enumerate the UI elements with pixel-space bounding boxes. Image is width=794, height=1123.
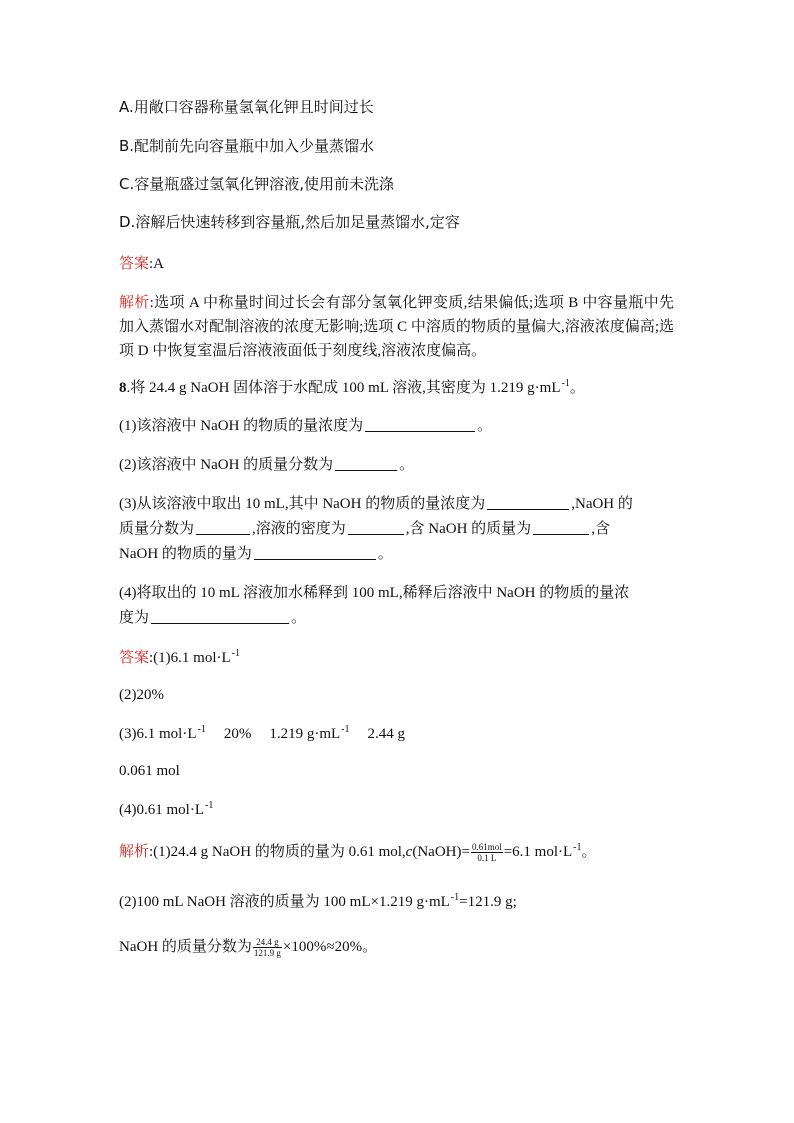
- analysis-8-text-e: (2)100 mL NaOH 溶液的质量为 100 mL×1.219 g·mL: [119, 894, 450, 910]
- analysis-8-text-h: ×100%≈20%。: [282, 938, 378, 955]
- analysis-8-line-1: [119, 842, 597, 863]
- part-2-text: (2)该溶液中 NaOH 的质量分数为: [119, 457, 334, 473]
- concentration-symbol: c: [405, 844, 413, 860]
- analysis-8-text-b: (NaOH)=: [412, 844, 470, 860]
- answer-blank[interactable]: [196, 520, 250, 535]
- question-stem: .将 24.4 g NaOH 固体溶于水配成 100 mL 溶液,其密度为 1.219 g·mL: [126, 380, 561, 396]
- analysis-7: [119, 290, 674, 363]
- answer-label: 答案: [119, 648, 150, 666]
- analysis-8-text-a: :(1)24.4 g NaOH 的物质的量为 0.61 mol,: [149, 844, 406, 860]
- part-3-text-b: ,NaOH 的: [571, 496, 633, 512]
- part-3-text-d: ,溶液的密度为: [252, 521, 346, 537]
- question-8-stem: [119, 378, 585, 397]
- fraction-denominator: 121.9 g: [253, 948, 281, 958]
- part-1-text: (1)该溶液中 NaOH 的物质的量浓度为: [119, 418, 364, 434]
- answer-blank[interactable]: [151, 609, 289, 624]
- part-3-text-g: NaOH 的物质的量为: [119, 546, 252, 562]
- part-1-end: 。: [477, 418, 493, 434]
- fraction-numerator: 0.61mol: [471, 842, 502, 853]
- answer-3-concentration: (3)6.1 mol·L: [119, 726, 197, 742]
- answer-8-line-3: [119, 724, 405, 743]
- answer-3-mass: 2.44 g: [367, 726, 405, 742]
- question-8-part-2: [119, 456, 414, 474]
- part-3-text-c: 质量分数为: [119, 521, 195, 537]
- fraction-denominator: 0.1 L: [477, 853, 497, 864]
- question-8-part-3-line-1: [119, 495, 633, 513]
- unit-superscript: -1: [450, 892, 460, 903]
- analysis-8-text-d: =6.1 mol·L: [503, 844, 573, 860]
- analysis-text: :选项 A 中称量时间过长会有部分氢氧化钾变质,结果偏低;选项 B 中容量瓶中先加入蒸馏水对配制溶液的浓度无影响;选项 C 中溶质的物质的量偏大,溶液浓度偏高;选项 D 中恢复室温后溶液液面低于刻度线,溶液浓度偏高。: [119, 295, 674, 359]
- question-8-part-3-line-3: [119, 545, 393, 563]
- unit-superscript: -1: [204, 800, 214, 811]
- answer-3-moles: 0.061 mol: [119, 763, 180, 779]
- answer-blank[interactable]: [335, 456, 397, 471]
- answer-blank[interactable]: [487, 495, 569, 510]
- part-2-end: 。: [399, 457, 415, 473]
- answer-8-line-4: [119, 762, 180, 780]
- answer-value: :A: [149, 256, 165, 272]
- part-4-text-b: 度为: [119, 610, 150, 626]
- answer-2: (2)20%: [119, 687, 164, 703]
- unit-superscript: -1: [197, 724, 206, 735]
- answer-8-line-2: [119, 686, 164, 704]
- answer-3-mass-fraction: 20%: [223, 726, 252, 742]
- unit-superscript: -1: [561, 378, 570, 389]
- question-number: 8: [119, 380, 127, 396]
- part-3-text-f: ,含: [591, 521, 610, 537]
- part-4-text-a: (4)将取出的 10 mL 溶液加水稀释到 100 mL,稀释后溶液中 NaOH 的物质的量浓: [119, 585, 630, 601]
- analysis-label: 解析: [119, 293, 150, 311]
- fraction-mass-fraction: [253, 937, 282, 958]
- question-stem-end: 。: [569, 380, 585, 396]
- part-3-text-a: (3)从该溶液中取出 10 mL,其中 NaOH 的物质的量浓度为: [119, 496, 486, 512]
- analysis-8-text-f: =121.9 g;: [459, 894, 517, 910]
- answer-7: [119, 254, 164, 273]
- answer-1: :(1)6.1 mol·L: [149, 650, 231, 666]
- answer-blank[interactable]: [365, 417, 475, 432]
- unit-superscript: -1: [341, 724, 350, 735]
- unit-superscript: -1: [573, 842, 582, 853]
- answer-blank[interactable]: [533, 520, 589, 535]
- answer-blank[interactable]: [254, 545, 376, 560]
- answer-4: (4)0.61 mol·L: [119, 802, 204, 818]
- question-8-part-1: [119, 417, 492, 435]
- analysis-8-text-g: NaOH 的质量分数为: [119, 938, 252, 955]
- fraction-numerator: 24.4 g: [253, 937, 282, 948]
- option-b: B.配制前先向容量瓶中加入少量蒸馏水: [119, 137, 375, 155]
- part-4-end: 。: [291, 610, 307, 626]
- answer-blank[interactable]: [348, 520, 404, 535]
- analysis-8-line-3: [119, 937, 377, 958]
- fraction-concentration: [471, 842, 503, 863]
- part-3-text-e: ,含 NaOH 的质量为: [405, 521, 532, 537]
- answer-8-line-1: [119, 648, 240, 667]
- analysis-8-line-1-end: 。: [581, 844, 597, 860]
- answer-8-line-5: [119, 800, 213, 819]
- option-c: C.容量瓶盛过氢氧化钾溶液,使用前未洗涤: [119, 175, 395, 193]
- unit-superscript: -1: [231, 648, 241, 659]
- question-8-part-3-line-2: [119, 520, 610, 538]
- answer-3-density: 1.219 g·mL: [269, 726, 341, 742]
- option-d: D.溶解后快速转移到容量瓶,然后加足量蒸馏水,定容: [119, 213, 460, 231]
- analysis-8-line-2: [119, 892, 517, 911]
- answer-label: 答案: [119, 254, 150, 272]
- analysis-label: 解析: [119, 842, 150, 860]
- question-8-part-4-line-2: [119, 609, 306, 627]
- option-a: A.用敞口容器称量氢氧化钾且时间过长: [119, 98, 374, 116]
- part-3-end: 。: [377, 546, 393, 562]
- question-8-part-4-line-1: [119, 584, 629, 602]
